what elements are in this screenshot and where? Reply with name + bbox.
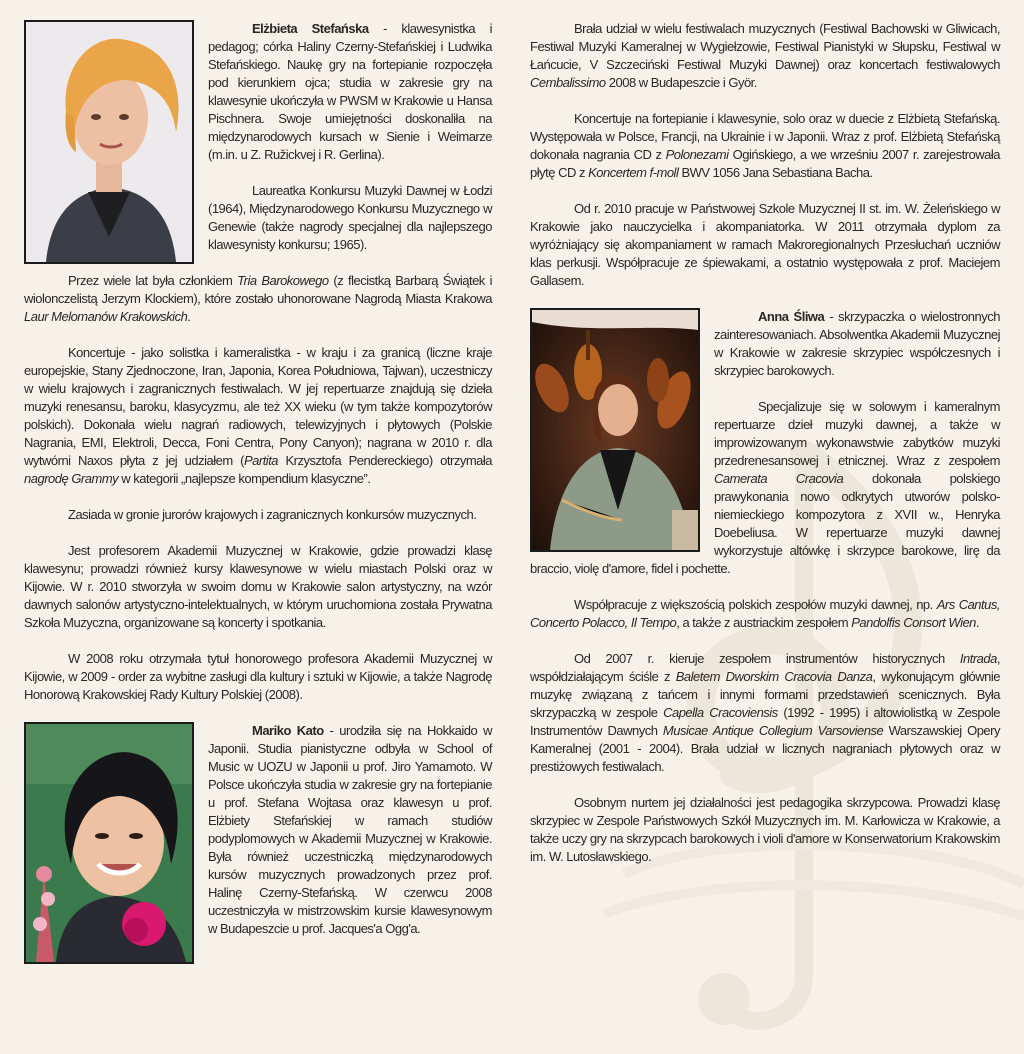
bio-text: - klawesynistka i pedagog; córka Haliny Czerny-Stefańskiej i Ludwika Stefańskiego. Naukę gry na fortepianie rozpoczęła pod kierunkiem ojca; studia w zakresie gry na klawesynie ukończyła w PWSM w Krakowie u Hansa Pischnera. Swoje umiejętności doskonaliła na międzynarodowych kursach w Sienie i Weimarze (m.in. u Z. Ružickvej i R. Gerlina). (208, 21, 493, 162)
bio-paragraph: Zasiada w gronie jurorów krajowych i zagranicznych konkursów muzycznych. (68, 507, 477, 522)
bio-text: - urodziła się na Hokkaido w Japonii. Studia pianistyczne odbyła w School of Music w UOZU w Japonii u prof. Jiro Yamamoto. W Polsce ukończyła studia w zakresie gry na fortepianie u prof. Stefana Wojtasa oraz klawesyn u prof. Elżbiety Stefańskiej w ramach studiów podyplomowych w Akademii Muzycznej w Krakowie. Była również uczestniczką międzynarodowych kursów muzycznych prowadzonych przez prof. Halinę Czerny-Stefańską. W czerwcu 2008 uczestniczyła w mistrzowskim kursie klawesynowym w Budapeszcie u prof. Jacques'a Ogg'a. (208, 723, 492, 936)
bio-paragraph: Od r. 2010 pracuje w Państwowej Szkole Muzycznej II st. im. W. Żeleńskiego w Krakowie jako nauczycielka i akompaniatorka. W 2011 otrzymała dyplom za wyróżniający się akompaniament w ramach Makroregionalnych Przesłuchań uczniów klas perkusji. Współpracuje ze śpiewakami, a ostatnio występowała z prof. Maciejem Gallasem. (530, 201, 1000, 288)
portrait-elzbieta-stefanska (24, 20, 194, 264)
bio-paragraph: W 2008 roku otrzymała tytuł honorowego profesora Akademii Muzycznej w Kijowie, w 2009 - order za wybitne zasługi dla kultury i sztuki w Kijowie, a także Nagrodę Honorową Krakowskiej Rady Kultury Polskiej (2008). (24, 651, 492, 702)
portrait-anna-sliwa (530, 308, 700, 552)
bio-paragraph: Od 2007 r. kieruje zespołem instrumentów historycznych Intrada, współdziałającym ściśle z Baletem Dworskim Cracovia Danza, wykonującym głównie muzykę związaną z tańcem i innymi formami przedstawień scenicznych. Była skrzypaczką w zespole Capella Cracoviensis (1992 - 1995) i altowiolistką w Zespole Instrumentów Dawnych Musicae Antique Collegium Varsoviense Warszawskiej Opery Kameralnej (2001 - 2004). Brała udział w licznych nagraniach płytowych oraz w prestiżowych festiwalach. (530, 651, 1000, 774)
bio-paragraph: Przez wiele lat była członkiem Tria Barokowego (z flecistką Barbarą Świątek i wiolonczelistą Jerzym Klockiem), które zostało uhonorowane Nagrodą Miasta Krakowa Laur Melomanów Krakowskich. (24, 273, 492, 324)
person-name-anna: Anna Śliwa (758, 309, 825, 324)
bio-paragraph: Brała udział w wielu festiwalach muzycznych (Festiwal Bachowski w Gliwicach, Festiwal Muzyki Kameralnej w Wygiełzowie, Festiwal Pianistyki w Słupsku, Festiwal w Łańcucie, V Szczeciński Festiwal Muzyki Dawnej) oraz koncertach festiwalowych Cembalissimo 2008 w Budapeszcie i Györ. (530, 21, 1000, 90)
person-name-mariko: Mariko Kato (252, 723, 324, 738)
portrait-mariko-kato (24, 722, 194, 964)
left-column (24, 20, 492, 972)
bio-paragraph: Koncertuje na fortepianie i klawesynie, solo oraz w duecie z Elżbietą Stefańską. Występowała w Polsce, Francji, na Ukrainie i w Japonii. Wraz z prof. Elżbietą Stefańską dokonała nagrania CD z Polonezami Ogińskiego, a we wrześniu 2007 r. zarejestrowała płytę CD z Koncertem f-moll BWV 1056 Jana Sebastiana Bacha. (530, 111, 1000, 180)
bio-paragraph: Osobnym nurtem jej działalności jest pedagogika skrzypcowa. Prowadzi klasę skrzypiec w Zespole Państwowych Szkół Muzycznych im. M. Karłowicza w Krakowie, a także uczy gry na skrzypcach barokowych i violi d'amore w Konserwatorium Krakowskim im. W. Lutosławskiego. (530, 795, 1000, 864)
right-column (530, 20, 1000, 884)
bio-text: - skrzypaczka o wielostronnych zainteresowaniach. Absolwentka Akademii Muzycznej w Krakowie w zakresie skrzypiec współczesnych i skrzypiec barokowych. (714, 309, 1000, 378)
person-name-elzbieta: Elżbieta Stefańska (252, 21, 369, 36)
bio-paragraph: Specjalizuje się w solowym i kameralnym repertuarze dzieł muzyki dawnej, a także w improwizowanym wykonawstwie zabytków muzyki przedrenesansowej i etnicznej. Wraz z zespołem Camerata Cracovia dokonała polskiego prawykonania nowo odkrytych utworów polsko-niemieckiego kompozytora z XVII w., Henryka Doebeliusa. W repertuarze muzyki dawnej wykorzystuje altówkę i skrzypce barokowe, lirę da braccio, violę d'amore, fidel i pochette. (530, 399, 1000, 576)
bio-paragraph: Współpracuje z większością polskich zespołów muzyki dawnej, np. Ars Cantus, Concerto Polacco, Il Tempo, a także z austriackim zespołem Pandolfis Consort Wien. (530, 597, 1000, 630)
bio-paragraph: Koncertuje - jako solistka i kameralistka - w kraju i za granicą (liczne kraje europejskie, Stany Zjednoczone, Iran, Japonia, Korea Południowa, Tajwan), uczestniczy w wielu krajowych i zagranicznych festiwalach. W jej repertuarze znajdują się dzieła muzyki renesansu, baroku, klasycyzmu, ale też XX wieku (w tym także kompozytorów polskich). Dokonała wielu nagrań radiowych, telewizyjnych i płytowych (Polskie Nagrania, EMI, Elektroli, Decca, Foni Centra, Pony Canyon); nagrana w 2010 r. dla wytwórni Naxos płyta z jej udziałem (Partita Krzysztofa Pendereckiego) otrzymała nagrodę Grammy w kategorii „najlepsze kompendium klasyczne”. (24, 345, 492, 486)
bio-paragraph: Laureatka Konkursu Muzyki Dawnej w Łodzi (1964), Międzynarodowego Konkursu Muzycznego w Genewie (także nagrody specjalnej dla najlepszego klawesynisty konkursu; 1965). (208, 183, 492, 252)
bio-paragraph: Jest profesorem Akademii Muzycznej w Krakowie, gdzie prowadzi klasę klawesynu; prowadzi również kursy klawesynowe w wielu miastach Polski oraz w Kijowie. W r. 2010 stworzyła w swoim domu w Krakowie salon artystyczny, na wzór dawnych salonów artystyczno-intelektualnych, w którym uruchomiona została Prywatna Szkoła Muzyczna, organizowane są koncerty i spotkania. (24, 543, 492, 630)
